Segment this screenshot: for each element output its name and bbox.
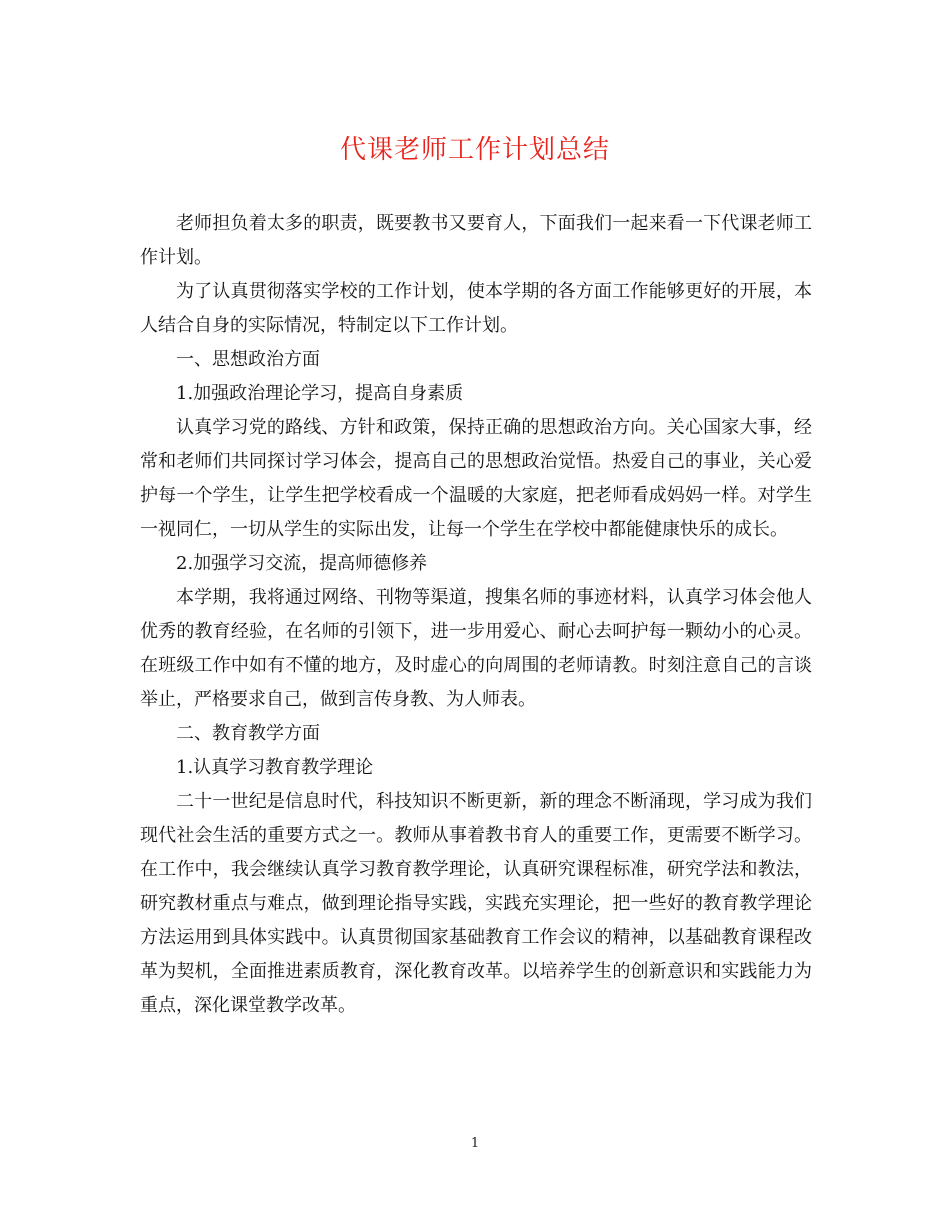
page-number: 1: [470, 1136, 480, 1151]
subheading-political-study: 1.加强政治理论学习，提高自身素质: [176, 383, 464, 404]
section-heading-political: 一、思想政治方面: [176, 349, 320, 370]
paragraph-theory: 二十一世纪是信息时代，科技知识不断更新，新的理念不断涌现，学习成为我们现代社会生活的重要方式之一。教师从事着教书育人的重要工作，更需要不断学习。在工作中，我会继续认真学习教育教学理论，认真研究课程标准，研究学法和教法，研究教材重点与难点，做到理论指导实践，实践充实理论，把一些好的教育教学理论方法运用到具体实践中。认真贯彻国家基础教育工作会议的精神，以基础教育课程改革为契机，全面推进素质教育，深化教育改革。以培养学生的创新意识和实践能力为重点，深化课堂教学改革。: [140, 791, 812, 1016]
document-title: 代课老师工作计划总结: [339, 135, 610, 165]
paragraph-political-study: 认真学习党的路线、方针和政策，保持正确的思想政治方向。关心国家大事，经常和老师们共同探讨学习体会，提高自己的思想政治觉悟。热爱自己的事业，关心爱护每一个学生，让学生把学校看成一个温暖的大家庭，把老师看成妈妈一样。对学生一视同仁，一切从学生的实际出发，让每一个学生在学校中都能健康快乐的成长。: [140, 417, 812, 540]
subheading-theory: 1.认真学习教育教学理论: [176, 757, 374, 778]
subheading-exchange: 2.加强学习交流，提高师德修养: [176, 553, 428, 574]
document-body: [140, 207, 812, 1023]
section-heading-teaching: 二、教育教学方面: [176, 723, 320, 744]
paragraph-intro: 老师担负着太多的职责，既要教书又要育人，下面我们一起来看一下代课老师工作计划。: [140, 213, 812, 268]
paragraph-purpose: 为了认真贯彻落实学校的工作计划，使本学期的各方面工作能够更好的开展，本人结合自身的实际情况，特制定以下工作计划。: [140, 281, 812, 336]
paragraph-exchange: 本学期，我将通过网络、刊物等渠道，搜集名师的事迹材料，认真学习体会他人优秀的教育经验，在名师的引领下，进一步用爱心、耐心去呵护每一颗幼小的心灵。在班级工作中如有不懂的地方，及时虚心的向周围的老师请教。时刻注意自己的言谈举止，严格要求自己，做到言传身教、为人师表。: [140, 587, 812, 710]
